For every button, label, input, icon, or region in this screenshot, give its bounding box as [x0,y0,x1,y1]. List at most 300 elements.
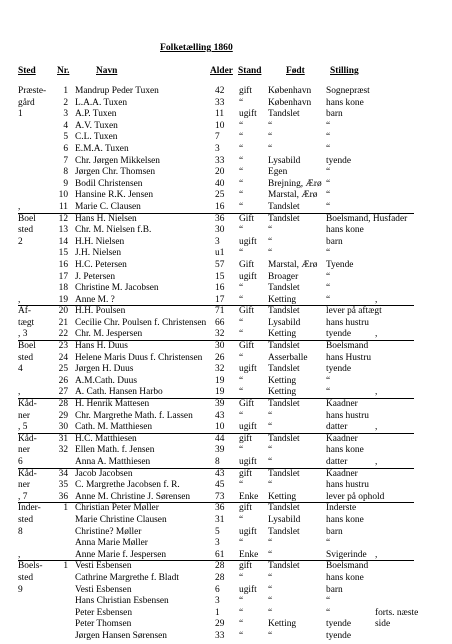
cell-nr: 8 [63,167,68,178]
cell-nr: 31 [58,433,68,444]
cell-stilling: hans kone [326,225,364,236]
cell-alder: 30 [215,225,225,236]
cell-alder: 39 [215,399,225,410]
cell-stand: “ [239,619,244,630]
cell-stand: “ [239,352,244,363]
cell-stilling: tyende [326,329,351,340]
cell-stand: ugift [239,109,257,120]
cell-alder: 25 [215,190,225,201]
cell-stand: Enke [239,549,259,560]
cell-stand: ugift [239,271,257,282]
cell-stand: “ [239,607,244,618]
cell-stand: Gift [239,399,255,410]
cell-navn: Peter Esbensen [75,607,133,618]
table-row [0,400,452,412]
table-row [0,342,452,354]
cell-sted: 2 [18,236,23,247]
cell-navn: Marie Christine Clausen [75,514,167,525]
cell-alder: 10 [215,422,225,433]
cell-fodt: Lysabild [268,317,301,328]
cell-stilling: barn [326,526,343,537]
table-row [0,539,452,551]
cell-fodt: “ [268,596,273,607]
cell-fodt: Broager [268,271,299,282]
cell-fodt: Tandslet [268,433,300,444]
cell-sted: 6 [18,457,23,467]
cell-navn: Hansine R.K. Jensen [75,190,154,201]
cell-navn: Hans H. Duus [75,341,128,352]
cell-fodt: Lysabild [268,514,301,525]
cell-stand: Gift [239,341,255,352]
cell-stilling: “ [326,143,331,154]
cell-stilling: “ [326,596,331,607]
cell-nr: 24 [58,352,68,363]
cell-alder: u1 [215,248,225,259]
cell-alder: 3 [215,538,220,549]
cell-sted: , [18,387,21,398]
cell-alder: 32 [215,329,225,340]
cell-stilling: “ [326,283,331,294]
cell-alder: 61 [215,549,225,560]
cell-stilling: tyende [326,364,351,375]
cell-stilling: hans hustru [326,317,369,328]
cell-nr: 16 [58,259,68,270]
cell-stand: “ [239,480,244,491]
cell-stilling: datter [326,457,348,467]
column-header-row [0,67,452,79]
cell-fodt: Lysabild [268,155,301,166]
cell-stilling: “ [326,387,331,398]
table-row [0,562,452,574]
cell-stand: “ [239,225,244,236]
cell-alder: 43 [215,468,225,479]
cell-stilling: datter [326,422,348,433]
cell-stand: “ [239,155,244,166]
cell-stilling: Boelsmand, Husfader [326,213,408,224]
table-row [0,504,452,516]
cell-alder: 16 [215,283,225,294]
cell-stand: “ [239,630,244,641]
cell-nr: 1 [63,503,68,514]
cell-stand: Gift [239,259,255,270]
table-row [0,516,452,528]
cell-alder: 19 [215,375,225,386]
cell-nr: 32 [58,445,68,456]
cell-fodt: Tandslet [268,201,300,212]
cell-sted: , 7 [18,491,28,502]
cell-alder: 3 [215,143,220,154]
cell-sted: sted [18,514,34,525]
cell-fodt: “ [268,236,273,247]
cell-nr: 3 [63,109,68,120]
cell-stand: “ [239,375,244,386]
cell-sted: ner [18,445,30,456]
cell-stilling: hans kone [326,97,364,108]
cell-nr: 10 [58,190,68,201]
cell-sted: gård [18,97,35,108]
cell-stilling: tyende [326,155,351,166]
cell-sted: 4 [18,364,23,375]
cell-stilling: barn [326,236,343,247]
table-row [0,528,452,540]
cell-navn: Helene Maris Duus f. Christensen [75,352,203,363]
cell-alder: 32 [215,364,225,375]
cell-stand: “ [239,97,244,108]
cell-stand: “ [239,120,244,131]
cell-sted: tægt [18,317,35,328]
cell-stand: ugift [239,422,257,433]
cell-navn: Vesti Esbensen [75,584,132,595]
cell-navn: Hans Christian Esbensen [75,596,169,607]
cell-alder: 36 [215,503,225,514]
cell-navn: Hans H. Nielsen [75,213,137,224]
cell-alder: 66 [215,317,225,328]
cell-stand: gift [239,503,253,514]
page-title: Folketælling 1860 [160,42,233,53]
cell-sted: , 3 [18,329,28,340]
cell-navn: H.H. Nielsen [75,236,125,247]
cell-stilling: Inderste [326,503,357,514]
cell-alder: 19 [215,387,225,398]
cell-stilling: hans Hustru [326,352,372,363]
cell-nr: 1 [63,561,68,572]
cell-fodt: København [268,86,312,96]
cell-fodt: Ketting [268,387,297,398]
cell-nr: 23 [58,341,68,352]
cell-stilling: “ [326,375,331,386]
cell-fodt: “ [268,584,273,595]
table-row [0,168,452,180]
cell-navn: Anne M. Christine J. Sørensen [75,491,191,502]
cell-navn: J.H. Nielsen [75,248,122,259]
cell-fodt: “ [268,445,273,456]
cell-navn: H.C. Petersen [75,259,127,270]
header-nr: Nr. [57,66,70,76]
cell-navn: Christine? Møller [75,526,142,537]
cell-fodt: “ [268,410,273,421]
cell-fodt: “ [268,572,273,583]
cell-sted: Præste- [18,86,47,96]
cell-note: , [375,387,378,398]
cell-fodt: København [268,97,312,108]
cell-nr: 25 [58,364,68,375]
cell-stand: “ [239,317,244,328]
cell-navn: Peter Thomsen [75,619,132,630]
header-alder: Alder [210,66,233,76]
cell-navn: H.C. Matthiesen [75,433,137,444]
cell-stand: “ [239,538,244,549]
cell-stilling: “ [326,190,331,201]
cell-stilling: “ [326,178,331,189]
cell-stand: gift [239,433,253,444]
cell-stilling: Tyende [326,259,354,270]
cell-fodt: Tandslet [268,364,300,375]
cell-navn: Jacob Jacobsen [75,468,133,479]
cell-navn: Ellen Math. f. Jensen [75,445,155,456]
table-row [0,261,452,273]
cell-sted: 1 [18,109,23,120]
cell-fodt: Tandslet [268,109,300,120]
table-row [0,597,452,609]
cell-stilling: “ [326,607,331,618]
cell-alder: 20 [215,167,225,178]
cell-nr: 6 [63,143,68,154]
cell-navn: H. Henrik Mattesen [75,399,150,410]
cell-nr: 1 [63,86,68,96]
cell-alder: 44 [215,433,225,444]
cell-fodt: Tandslet [268,283,300,294]
cell-sted: sted [18,352,34,363]
cell-stand: “ [239,143,244,154]
cell-stilling: lever på ophold [326,491,385,502]
cell-stand: ugift [239,584,257,595]
table-row [0,203,452,215]
cell-navn: J. Petersen [75,271,116,282]
cell-nr: 19 [58,294,68,305]
cell-sted: ner [18,480,30,491]
cell-sted: Boel [18,213,36,224]
cell-stilling: barn [326,584,343,595]
cell-sted: 9 [18,584,23,595]
cell-alder: 43 [215,410,225,421]
cell-alder: 3 [215,236,220,247]
cell-alder: 33 [215,630,225,641]
cell-sted: , 5 [18,422,28,433]
cell-navn: Anna A. Matthiesen [75,457,151,467]
cell-stilling: Kaadner [326,433,358,444]
cell-alder: 36 [215,213,225,224]
cell-stand: “ [239,572,244,583]
cell-fodt: Ketting [268,294,297,305]
table-row [0,226,452,238]
cell-alder: 29 [215,619,225,630]
cell-fodt: “ [268,607,273,618]
cell-nr: 21 [58,317,68,328]
header-stilling: Stilling [330,66,359,76]
cell-nr: 7 [63,155,68,166]
census-table [0,87,452,644]
cell-fodt: Asserballe [268,352,308,363]
cell-fodt: “ [268,248,273,259]
cell-note: , [375,329,378,340]
cell-sted: , [18,201,21,212]
cell-stand: Gift [239,306,255,317]
table-row [0,145,452,157]
cell-alder: 31 [215,514,225,525]
cell-sted: Boels- [18,561,43,572]
cell-stilling: “ [326,201,331,212]
cell-stilling: “ [326,167,331,178]
cell-stand: ugift [239,457,257,467]
cell-stand: “ [239,190,244,201]
cell-alder: 42 [215,86,225,96]
cell-navn: Jørgen H. Duus [75,364,134,375]
cell-stilling: barn [326,109,343,120]
cell-navn: Chr. Margrethe Math. f. Lassen [75,410,193,421]
cell-nr: 30 [58,422,68,433]
cell-nr: 36 [58,491,68,502]
cell-fodt: Tandslet [268,503,300,514]
cell-navn: C. Margrethe Jacobsen f. R. [75,480,180,491]
cell-nr: 29 [58,410,68,421]
cell-sted: 8 [18,526,23,537]
cell-navn: Anne M. ? [75,294,115,305]
cell-fodt: Tandslet [268,526,300,537]
cell-nr: 4 [63,120,68,131]
cell-navn: Christian Peter Møller [75,503,159,514]
cell-alder: 73 [215,491,225,502]
cell-navn: E.M.A. Tuxen [75,143,129,154]
cell-navn: Mandrup Peder Tuxen [75,86,159,96]
cell-alder: 40 [215,178,225,189]
cell-alder: 30 [215,341,225,352]
cell-fodt: Tandslet [268,399,300,410]
cell-nr: 22 [58,329,68,340]
cell-stand: “ [239,132,244,143]
cell-alder: 11 [215,109,225,120]
cell-sted: Af- [18,306,32,317]
cell-sted: Kåd- [18,399,37,410]
cell-navn: L.A.A. Tuxen [75,97,128,108]
cell-fodt: “ [268,143,273,154]
cell-fodt: “ [268,457,273,467]
cell-fodt: Ketting [268,619,297,630]
cell-nr: 12 [58,213,68,224]
cell-fodt: Tandslet [268,213,300,224]
cell-stilling: tyende [326,619,351,630]
cell-nr: 15 [58,248,68,259]
cell-navn: A. Cath. Hansen Harbo [75,387,163,398]
cell-navn: Chr. Jørgen Mikkelsen [75,155,160,166]
cell-note: , [375,422,378,433]
cell-navn: Jørgen Hansen Sørensen [75,630,167,641]
cell-fodt: Ketting [268,491,297,502]
cell-nr: 5 [63,132,68,143]
table-row [0,284,452,296]
cell-navn: Bodil Christensen [75,178,143,189]
cell-stilling: Sognepræst [326,86,370,96]
cell-fodt: Tandslet [268,561,300,572]
header-stand: Stand [238,66,262,76]
cell-note: , [375,457,378,467]
cell-navn: Vesti Esbensen [75,561,132,572]
cell-fodt: “ [268,422,273,433]
cell-stilling: Kaadner [326,468,358,479]
cell-stilling: tyende [326,630,351,641]
cell-sted: sted [18,572,34,583]
cell-fodt: “ [268,120,273,131]
cell-alder: 17 [215,294,225,305]
cell-navn: A.M.Cath. Duus [75,375,137,386]
cell-sted: Kåd- [18,433,37,444]
table-row [0,574,452,586]
cell-stand: “ [239,283,244,294]
cell-stand: ugift [239,364,257,375]
cell-stilling: Kaadner [326,399,358,410]
cell-nr: 27 [58,387,68,398]
cell-sted: , [18,549,21,560]
cell-stand: Enke [239,491,259,502]
cell-stand: “ [239,178,244,189]
cell-sted: ner [18,410,30,421]
cell-stilling: hans hustru [326,480,369,491]
cell-sted: Boel [18,341,36,352]
cell-stand: “ [239,514,244,525]
cell-note: , [375,549,378,560]
table-row [0,620,452,632]
cell-note: , [375,294,378,305]
cell-nr: 18 [58,283,68,294]
cell-stilling: “ [326,120,331,131]
cell-stand: “ [239,294,244,305]
cell-fodt: “ [268,630,273,641]
cell-stilling: hans kone [326,514,364,525]
cell-alder: 10 [215,120,225,131]
cell-stilling: lever på aftægt [326,306,382,317]
cell-nr: 35 [58,480,68,491]
cell-stand: “ [239,329,244,340]
cell-note: forts. næste [375,607,419,618]
cell-stilling: “ [326,538,331,549]
table-row [0,446,452,458]
cell-navn: Chr. M. Nielsen f.B. [75,225,152,236]
cell-stand: gift [239,561,253,572]
cell-navn: Christine M. Jacobsen [75,283,159,294]
table-row [0,586,452,598]
cell-alder: 57 [215,259,225,270]
cell-nr: 17 [58,271,68,282]
cell-navn: Cath. M. Matthiesen [75,422,153,433]
cell-alder: 28 [215,561,225,572]
cell-stand: “ [239,445,244,456]
cell-fodt: “ [268,538,273,549]
cell-nr: 11 [58,201,68,212]
cell-stilling: Boelsmand [326,561,369,572]
cell-stand: “ [239,167,244,178]
cell-alder: 3 [215,596,220,607]
cell-stilling: Boelsmand [326,341,369,352]
cell-sted: sted [18,225,34,236]
cell-nr: 26 [58,375,68,386]
cell-navn: Marie C. Clausen [75,201,141,212]
cell-stand: “ [239,387,244,398]
cell-stand: gift [239,86,253,96]
cell-alder: 6 [215,584,220,595]
cell-fodt: Marstal, Ærø [268,259,318,270]
cell-navn: Jørgen Chr. Thomsen [75,167,156,178]
cell-stand: Gift [239,213,255,224]
cell-stand: gift [239,468,253,479]
cell-stilling: hans kone [326,572,364,583]
cell-stand: “ [239,248,244,259]
cell-nr: 20 [58,306,68,317]
cell-navn: A.P. Tuxen [75,109,117,120]
cell-fodt: Ketting [268,375,297,386]
cell-fodt: Brejning, Ærø [268,178,322,189]
cell-alder: 33 [215,155,225,166]
cell-navn: Anna Marie Møller [75,538,148,549]
cell-fodt: Egen [268,167,288,178]
cell-stand: “ [239,596,244,607]
cell-alder: 71 [215,306,225,317]
cell-alder: 39 [215,445,225,456]
table-row [0,632,452,644]
cell-stilling: hans hustru [326,410,369,421]
cell-stilling: “ [326,294,331,305]
cell-alder: 7 [215,132,220,143]
cell-fodt: “ [268,225,273,236]
cell-alder: 8 [215,457,220,467]
